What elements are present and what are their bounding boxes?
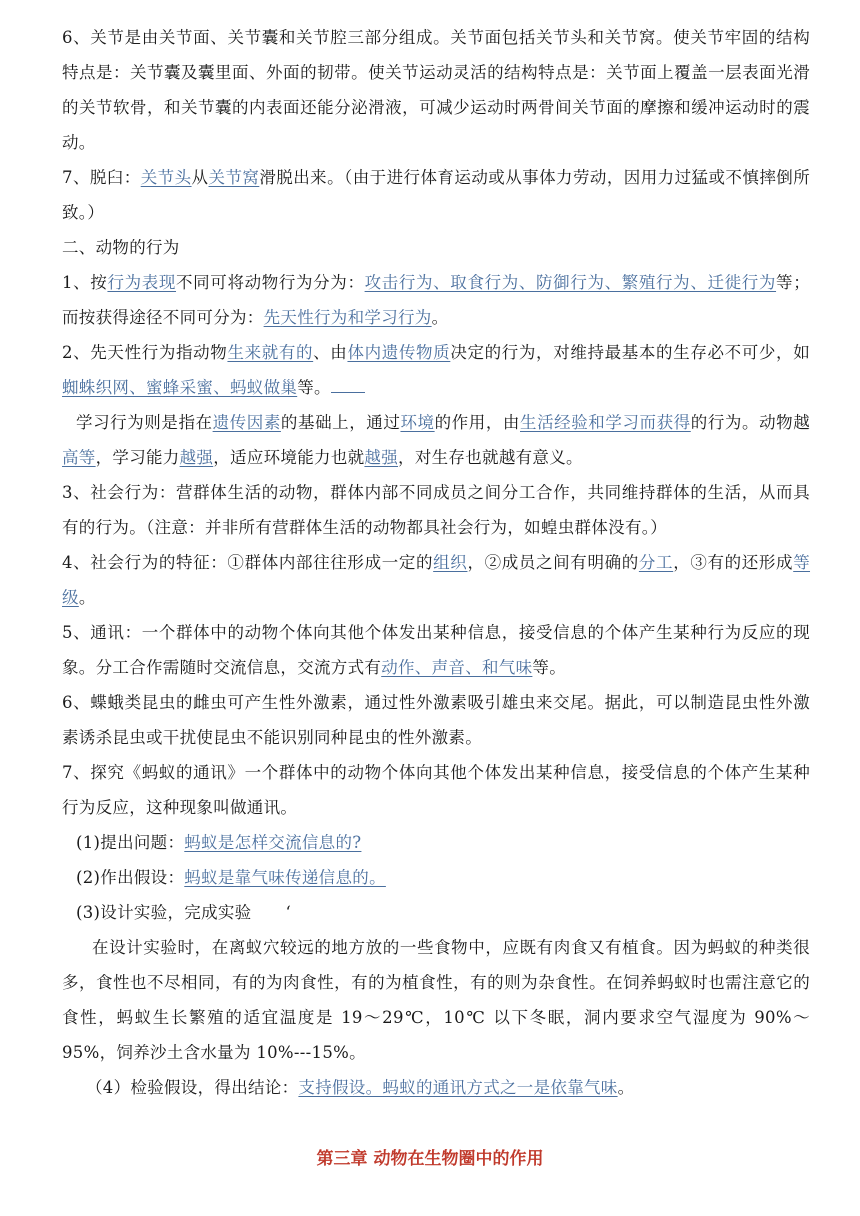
paragraph-ant-experiment (0, 755, 860, 825)
document-body (0, 20, 860, 1105)
paragraph-social-behavior (0, 475, 860, 545)
answer-blank: 蜘蛛织网、蜜蜂采蜜、蚂蚁做巢 (62, 378, 298, 397)
paragraph-learned-behavior (0, 405, 860, 475)
paragraph-behavior-types (0, 265, 860, 335)
text: 不同可将动物行为分为： (176, 273, 365, 292)
text: (2)作出假设： (76, 868, 185, 887)
text: ，学习能力 (95, 448, 180, 467)
answer-blank: 生活经验和学习而获得 (520, 413, 691, 432)
chapter-title: 第三章 动物在生物圈中的作用 (316, 1149, 544, 1169)
answer-blank: 遗传因素 (212, 413, 281, 432)
answer-blank: 攻击行为、取食行为、防御行为、繁殖行为、迁徙行为 (364, 273, 777, 292)
answer-blank: 关节窝 (208, 168, 260, 187)
section-heading-animal-behavior (0, 230, 860, 265)
text: 的作用，由 (434, 413, 520, 432)
answer-blank: 组织 (433, 553, 468, 572)
answer-blank: 关节头 (140, 168, 192, 187)
step-conclusion (0, 1070, 860, 1105)
paragraph-pheromones (0, 685, 860, 755)
answer-blank: 蚂蚁是靠气味传递信息的。 (184, 868, 386, 887)
text: 学习行为则是指在 (76, 413, 213, 432)
answer-blank: 越强 (179, 448, 214, 467)
answer-blank: 支持假设。蚂蚁的通讯方式之一是依靠气味 (298, 1078, 618, 1097)
step-design (0, 895, 860, 930)
text: 5、通讯：一个群体中的动物个体向其他个体发出某种信息，接受信息的个体产生某种行为反应的现象。分工合作需随时交流信息，交流方式有 (62, 623, 810, 677)
text: 等；而按获得途径不同可分为： (62, 273, 810, 327)
answer-blank: 动作、声音、和气味 (381, 658, 533, 677)
paragraph-experiment-details (0, 930, 860, 1070)
text: (3)设计实验，完成实验 (76, 903, 252, 922)
answer-blank: 环境 (400, 413, 435, 432)
text: ，③有的还形成 (673, 553, 794, 572)
text: （4）检验假设，得出结论： (86, 1078, 299, 1097)
text: 、由 (313, 343, 348, 362)
text: 滑脱出来。（由于进行体育运动或从事体力劳动，因用力过猛或不慎摔倒所致。） (62, 168, 811, 222)
answer-blank: 行为表现 (107, 273, 177, 292)
text: 6、关节是由关节面、关节囊和关节腔三部分组成。关节面包括关节头和关节窝。使关节牢固的结构特点是：关节囊及囊里面、外面的韧带。使关节运动灵活的结构特点是：关节面上覆盖一层表面光滑的关节软骨，和关节囊的内表面还能分泌滑液，可减少运动时两骨间关节面的摩擦和缓冲运动时的震动。 (62, 28, 810, 152)
text: 2、先天性行为指动物 (62, 343, 228, 362)
text: 7、脱臼： (62, 168, 141, 187)
text: (1)提出问题： (76, 833, 185, 852)
text: ，②成员之间有明确的 (467, 553, 639, 572)
paragraph-joint-structure (0, 20, 860, 160)
text: 7、探究《蚂蚁的通讯》一个群体中的动物个体向其他个体发出某种信息，接受信息的个体产生某种行为反应，这种现象叫做通讯。 (62, 763, 810, 817)
text: ，对生存也就越有意义。 (398, 448, 583, 467)
text: 等。 (532, 658, 567, 677)
text: 的基础上，通过 (280, 413, 401, 432)
answer-blank: 蚂蚁是怎样交流信息的? (184, 833, 362, 852)
paragraph-social-features (0, 545, 860, 615)
answer-blank: 越强 (364, 448, 399, 467)
text: 3、社会行为：营群体生活的动物，群体内部不同成员之间分工合作，共同维持群体的生活，从而具有的行为。（注意：并非所有营群体生活的动物都具社会行为，如蝗虫群体没有。） (62, 483, 810, 537)
paragraph-innate-behavior (0, 335, 860, 405)
text: 6、蝶蛾类昆虫的雌虫可产生性外激素，通过性外激素吸引雄虫来交尾。据此，可以制造昆虫性外激素诱杀昆虫或干扰使昆虫不能识别同种昆虫的性外激素。 (62, 693, 810, 747)
text: 。 (431, 308, 449, 327)
answer-blank: 分工 (638, 553, 674, 572)
answer-blank: 等级 (62, 553, 811, 607)
step-question (0, 825, 860, 860)
text: 决定的行为，对维持最基本的生存必不可少，如 (450, 343, 810, 362)
text: 二、动物的行为 (62, 238, 180, 257)
paragraph-communication (0, 615, 860, 685)
answer-blank: 高等 (62, 448, 96, 467)
text: 的行为。动物越 (690, 413, 811, 432)
text: 在设计实验时，在离蚁穴较远的地方放的一些食物中，应既有肉食又有植食。因为蚂蚁的种类很多，食性也不尽相同，有的为肉食性，有的为植食性，有的则为杂食性。在饲养蚂蚁时也需注意它的食性，蚂蚁生长繁殖的适宜温度是 19～29℃，10℃ 以下冬眠，洞内要求空气湿度为 90%～95%，饲养沙土含水量为 10%---15%。 (62, 938, 810, 1062)
step-hypothesis (0, 860, 860, 895)
answer-blank: 先天性行为和学习行为 (263, 308, 432, 327)
text: 等。 (297, 378, 331, 397)
text: 4、社会行为的特征：①群体内部往往形成一定的 (62, 553, 434, 572)
text: ，适应环境能力也就 (213, 448, 365, 467)
answer-blank: 生来就有的 (227, 343, 314, 362)
text: 。 (78, 588, 96, 607)
paragraph-dislocation (0, 160, 860, 230)
answer-blank: 体内遗传物质 (347, 343, 451, 362)
text: 从 (191, 168, 209, 187)
empty-blank (331, 378, 365, 393)
text: 1、按 (62, 273, 108, 292)
stray-mark: ‘ (285, 903, 292, 922)
text: 。 (617, 1078, 635, 1097)
